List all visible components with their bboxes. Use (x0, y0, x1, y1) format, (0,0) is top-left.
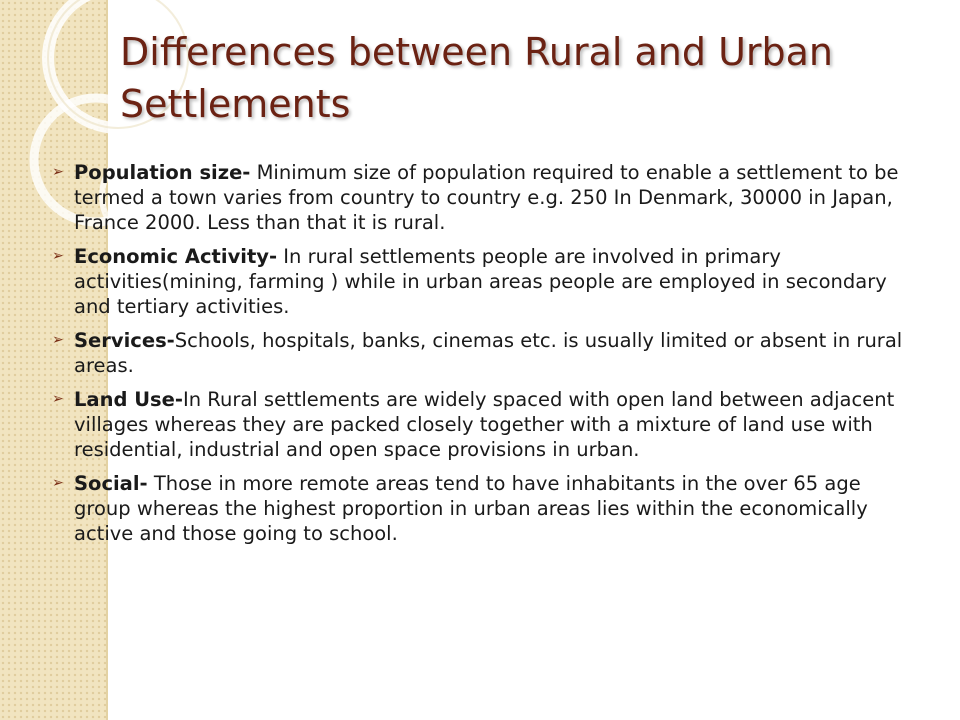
bullet-term: Social- (74, 472, 148, 495)
arrowhead-bullet-icon: ➢ (52, 391, 64, 407)
bullet-text: Minimum size of population required to enable a settlement to be termed a town varies from country to country e.g. 250 In Denmark, 30000 in Japan, France 2000. Less than that it is rural. (74, 161, 899, 234)
bullet-text: Schools, hospitals, banks, cinemas etc. is usually limited or absent in rural areas. (74, 329, 903, 377)
bullet-item (46, 244, 906, 319)
bullet-text: Those in more remote areas tend to have inhabitants in the over 65 age group whereas the highest proportion in urban areas lies within the economically active and those going to school. (74, 472, 868, 545)
bullet-term: Economic Activity- (74, 245, 278, 268)
bullet-item (46, 387, 906, 462)
arrowhead-bullet-icon: ➢ (52, 164, 64, 180)
bullet-text: In Rural settlements are widely spaced with open land between adjacent villages whereas they are packed closely together with a mixture of land use with residential, industrial and open space provisions in urban. (74, 388, 895, 461)
bullet-term: Services- (74, 329, 175, 352)
bullet-item (46, 160, 906, 235)
bullet-item (46, 471, 906, 546)
slide-title: Differences between Rural and Urban Settlements (120, 30, 834, 126)
arrowhead-bullet-icon: ➢ (52, 475, 64, 491)
bullet-text: In rural settlements people are involved in primary activities(mining, farming ) while in urban areas people are employed in secondary and tertiary activities. (74, 245, 887, 318)
bullet-term: Land Use- (74, 388, 183, 411)
bullet-item (46, 328, 906, 378)
arrowhead-bullet-icon: ➢ (52, 332, 64, 348)
arrowhead-bullet-icon: ➢ (52, 248, 64, 264)
bullet-term: Population size- (74, 161, 251, 184)
bullet-list (46, 160, 906, 555)
